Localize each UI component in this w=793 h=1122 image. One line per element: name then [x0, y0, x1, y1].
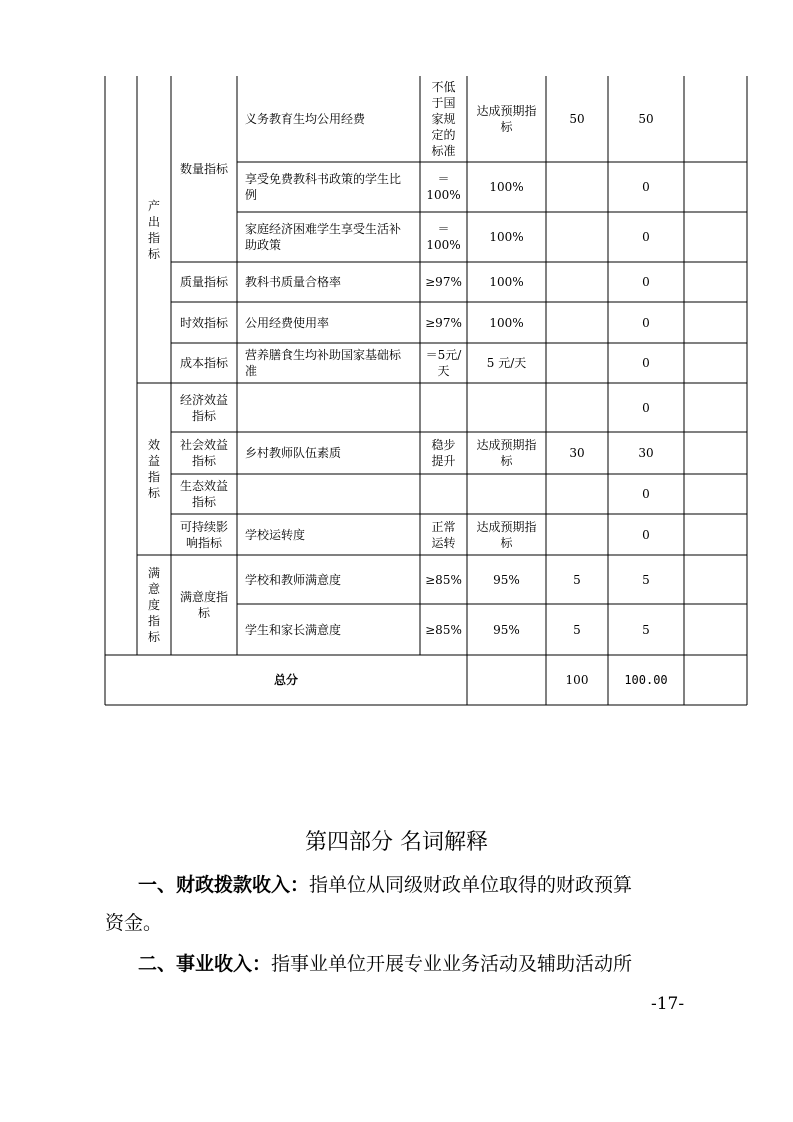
- actual-cell: 100%: [489, 275, 524, 289]
- weight-cell: [546, 162, 608, 212]
- section-title: 第四部分 名词解释: [305, 830, 488, 855]
- score-cell: 0: [642, 400, 650, 415]
- definition-term: 一、财政拨款收入：: [138, 874, 310, 896]
- target-cell: [420, 474, 467, 514]
- target-cell: 不低于国家规定的标准: [431, 80, 456, 158]
- page-number: -17-: [651, 994, 685, 1014]
- target-cell: ＝100%: [426, 172, 461, 202]
- score-cell: 50: [638, 112, 654, 126]
- target-cell: ＝100%: [426, 222, 461, 252]
- weight-cell: [546, 302, 608, 343]
- definition-continuation: 资金。: [105, 912, 163, 934]
- group-satisfaction-label: 满意度指标: [147, 566, 160, 644]
- score-cell: 0: [642, 356, 650, 370]
- actual-cell: 达成预期指标: [476, 104, 537, 134]
- category-cell: 可持续影响指标: [179, 519, 228, 550]
- weight-cell: [546, 474, 608, 514]
- category-cell: 社会效益指标: [179, 438, 228, 468]
- definition-text: 指单位从同级财政单位取得的财政预算: [309, 874, 633, 896]
- category-cell: 数量指标: [179, 162, 228, 176]
- indicator-cell: 享受免费教科书政策的学生比例: [245, 172, 402, 202]
- category-cell: 经济效益指标: [179, 392, 228, 423]
- group-effect-label: 效益指标: [147, 438, 160, 500]
- category-cell: 成本指标: [179, 356, 228, 370]
- indicator-cell: 公用经费使用率: [245, 315, 330, 330]
- score-cell: 0: [642, 487, 650, 501]
- score-cell: 30: [638, 446, 654, 460]
- category-cell: 满意度指标: [179, 590, 228, 620]
- score-cell: 0: [642, 315, 650, 330]
- category-cell: 生态效益指标: [179, 479, 228, 509]
- indicator-cell: 义务教育生均公用经费: [245, 112, 366, 126]
- definition-text: 指事业单位开展专业业务活动及辅助活动所: [271, 953, 633, 975]
- indicator-cell: 学生和家长满意度: [245, 622, 342, 637]
- score-cell: 0: [642, 527, 650, 542]
- definition-paragraph: [138, 945, 698, 983]
- weight-cell: [546, 514, 608, 555]
- target-cell: ＝5元/天: [425, 348, 462, 378]
- weight-cell: [546, 343, 608, 383]
- actual-cell: 5 元/天: [486, 356, 527, 370]
- indicator-cell: [237, 474, 420, 514]
- target-cell: ≥97%: [425, 315, 462, 330]
- group-output-label: 产出指标: [147, 198, 160, 261]
- target-cell: ≥85%: [425, 572, 462, 587]
- indicator-cell: [237, 383, 420, 432]
- target-cell: 正常运转: [431, 519, 456, 550]
- indicator-cell: 家庭经济困难学生享受生活补助政策: [245, 222, 402, 252]
- weight-cell: 30: [569, 446, 585, 460]
- target-cell: [420, 383, 467, 432]
- indicator-cell: 教科书质量合格率: [245, 275, 342, 289]
- actual-cell: 100%: [489, 180, 524, 194]
- score-cell: 5: [642, 622, 650, 637]
- actual-cell: 95%: [493, 572, 520, 587]
- indicator-cell: 学校运转度: [245, 527, 306, 542]
- score-cell: 0: [642, 180, 650, 194]
- definition-term: 二、事业收入：: [138, 953, 272, 975]
- weight-cell: 5: [573, 622, 581, 637]
- score-cell: 5: [642, 572, 650, 587]
- actual-cell: 100%: [489, 315, 524, 330]
- category-cell: 时效指标: [179, 315, 228, 330]
- target-cell: ≥85%: [425, 622, 462, 637]
- score-cell: 0: [642, 275, 650, 289]
- total-score: 100.00: [624, 673, 668, 687]
- actual-cell: 达成预期指标: [476, 519, 537, 550]
- actual-cell: 达成预期指标: [476, 438, 537, 468]
- actual-cell: [467, 383, 546, 432]
- weight-cell: [546, 262, 608, 302]
- indicator-cell: 乡村教师队伍素质: [245, 446, 342, 460]
- total-weight: 100: [565, 673, 589, 687]
- score-cell: 0: [642, 230, 650, 244]
- total-label: 总分: [273, 673, 298, 687]
- target-cell: 稳步提升: [431, 438, 456, 468]
- definition-paragraph: [138, 866, 698, 904]
- weight-cell: 50: [569, 112, 585, 126]
- actual-cell: 95%: [493, 622, 520, 637]
- weight-cell: [546, 212, 608, 262]
- actual-cell: [467, 474, 546, 514]
- category-cell: 质量指标: [179, 275, 228, 289]
- actual-cell: 100%: [489, 230, 524, 244]
- target-cell: ≥97%: [425, 275, 462, 289]
- indicator-cell: 营养膳食生均补助国家基础标准: [245, 348, 402, 378]
- indicator-cell: 学校和教师满意度: [245, 572, 342, 587]
- weight-cell: 5: [573, 572, 581, 587]
- weight-cell: [546, 383, 608, 432]
